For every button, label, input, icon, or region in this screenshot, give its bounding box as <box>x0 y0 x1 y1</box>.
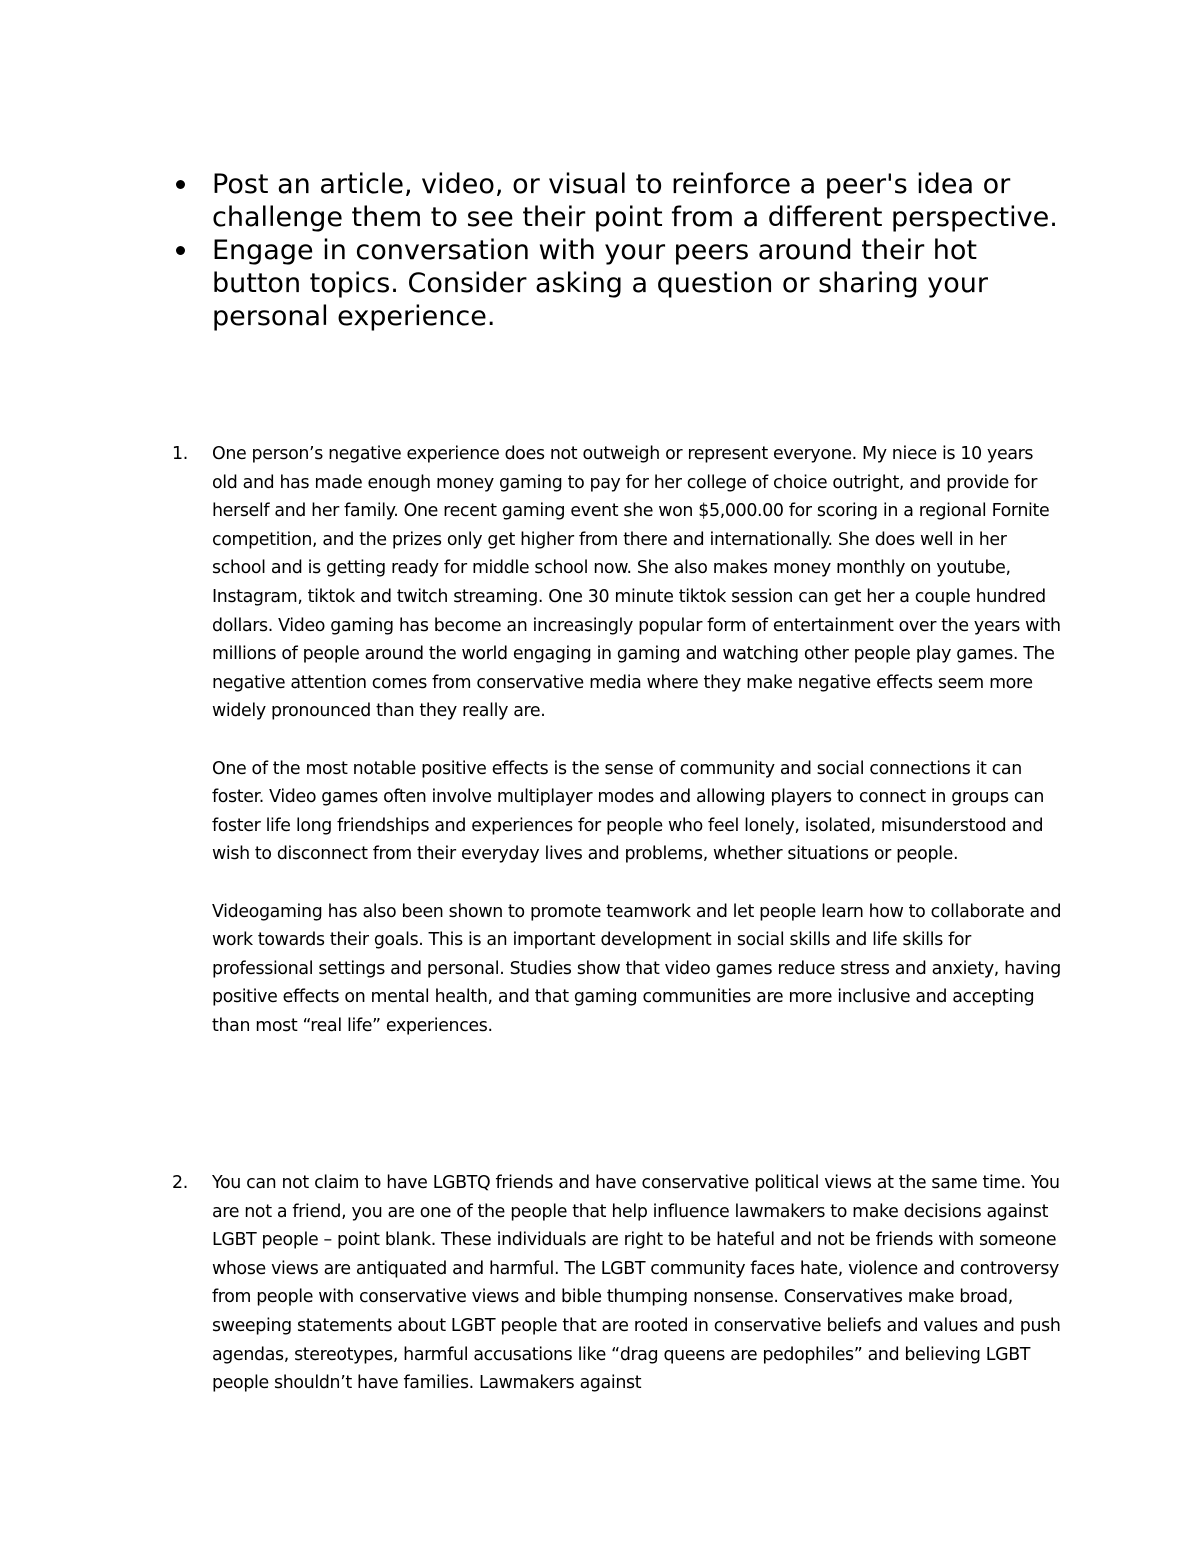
item-body <box>212 1169 1062 1398</box>
bullet-list <box>172 168 1072 333</box>
numbered-item <box>172 440 1062 1040</box>
bullet-icon <box>176 246 185 255</box>
numbered-item <box>172 1169 1062 1398</box>
bullet-item <box>172 234 1072 333</box>
bullet-icon <box>176 180 185 189</box>
bullet-text: Post an article, video, or visual to reinforce a peer's idea or challenge them to see their point from a different perspective. <box>212 169 1058 233</box>
item-number: 1. <box>172 444 188 464</box>
paragraph: One of the most notable positive effects is the sense of community and social connections it can foster. Video games often involve multiplayer modes and allowing players to connect in groups can foster life long friendships and experiences for people who feel lonely, isolated, misunderstood and wish to disconnect from their everyday lives and problems, whether situations or people. <box>212 758 1045 865</box>
paragraph: You can not claim to have LGBTQ friends and have conservative political views at the same time. You are not a friend, you are one of the people that help influence lawmakers to make decisions against LGBT people – point blank. These individuals are right to be hateful and not be friends with someone whose views are antiquated and harmful. The LGBT community faces hate, violence and controversy from people with conservative views and bible thumping nonsense. Conservatives make broad, sweeping statements about LGBT people that are rooted in conservative beliefs and values and push agendas, stereotypes, harmful accusations like “drag queens are pedophiles” and believing LGBT people shouldn’t have families. Lawmakers against <box>212 1173 1061 1394</box>
paragraph: Videogaming has also been shown to promote teamwork and let people learn how to collaborate and work towards their goals. This is an important development in social skills and life skills for professional settings and personal. Studies show that video games reduce stress and anxiety, having positive effects on mental health, and that gaming communities are more inclusive and accepting than most “real life” experiences. <box>212 901 1062 1036</box>
item-number: 2. <box>172 1173 188 1193</box>
item-body <box>212 440 1062 1040</box>
bullet-text: Engage in conversation with your peers around their hot button topics. Consider asking a question or sharing your personal experience. <box>212 235 988 332</box>
paragraph: One person’s negative experience does not outweigh or represent everyone. My niece is 10 years old and has made enough money gaming to pay for her college of choice outright, and provide for herself and her family. One recent gaming event she won $5,000.00 for scoring in a regional Fornite competition, and the prizes only get higher from there and internationally. She does well in her school and is getting ready for middle school now. She also makes money monthly on youtube, Instagram, tiktok and twitch streaming. One 30 minute tiktok session can get her a couple hundred dollars. Video gaming has become an increasingly popular form of entertainment over the years with millions of people around the world engaging in gaming and watching other people play games. The negative attention comes from conservative media where they make negative effects seem more widely pronounced than they really are. <box>212 444 1061 722</box>
bullet-item <box>172 168 1072 234</box>
